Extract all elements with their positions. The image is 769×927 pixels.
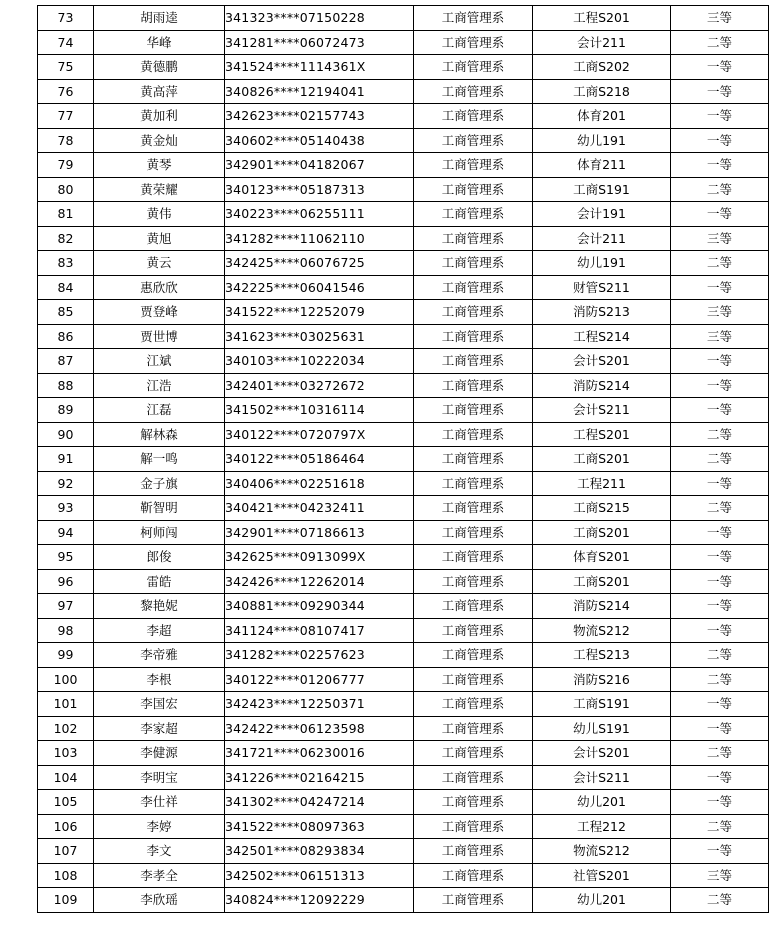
award-level-cell: 三等 [671, 324, 769, 349]
row-number-cell: 99 [38, 643, 94, 668]
student-name-cell: 李欣瑶 [94, 888, 225, 913]
student-name-cell: 黄加利 [94, 104, 225, 129]
id-number-cell: 340122****01206777 [225, 667, 414, 692]
id-number-cell: 340826****12194041 [225, 79, 414, 104]
id-number-cell: 342426****12262014 [225, 569, 414, 594]
table-row [38, 202, 769, 227]
table-row [38, 300, 769, 325]
department-cell: 工商管理系 [414, 300, 533, 325]
student-name-cell: 黄云 [94, 251, 225, 276]
student-name-cell: 李婷 [94, 814, 225, 839]
department-cell: 工商管理系 [414, 153, 533, 178]
row-number-cell: 90 [38, 422, 94, 447]
table-row [38, 839, 769, 864]
id-number-cell: 342501****08293834 [225, 839, 414, 864]
department-cell: 工商管理系 [414, 545, 533, 570]
table-row [38, 275, 769, 300]
table-row [38, 6, 769, 31]
class-name-cell: 体育211 [533, 153, 671, 178]
student-name-cell: 郎俊 [94, 545, 225, 570]
student-name-cell: 江斌 [94, 349, 225, 374]
table-row [38, 422, 769, 447]
row-number-cell: 100 [38, 667, 94, 692]
id-number-cell: 342425****06076725 [225, 251, 414, 276]
row-number-cell: 83 [38, 251, 94, 276]
department-cell: 工商管理系 [414, 324, 533, 349]
department-cell: 工商管理系 [414, 79, 533, 104]
award-level-cell: 一等 [671, 471, 769, 496]
student-name-cell: 贾世博 [94, 324, 225, 349]
award-level-cell: 一等 [671, 202, 769, 227]
department-cell: 工商管理系 [414, 226, 533, 251]
class-name-cell: 工程S201 [533, 6, 671, 31]
table-row [38, 104, 769, 129]
award-level-cell: 二等 [671, 422, 769, 447]
student-name-cell: 李家超 [94, 716, 225, 741]
row-number-cell: 85 [38, 300, 94, 325]
department-cell: 工商管理系 [414, 790, 533, 815]
class-name-cell: 物流S212 [533, 839, 671, 864]
table-row [38, 447, 769, 472]
student-name-cell: 江浩 [94, 373, 225, 398]
student-name-cell: 李孝全 [94, 863, 225, 888]
table-row [38, 814, 769, 839]
student-name-cell: 李根 [94, 667, 225, 692]
id-number-cell: 342422****06123598 [225, 716, 414, 741]
class-name-cell: 工商S201 [533, 569, 671, 594]
department-cell: 工商管理系 [414, 177, 533, 202]
department-cell: 工商管理系 [414, 349, 533, 374]
student-name-cell: 金子旗 [94, 471, 225, 496]
table-row [38, 643, 769, 668]
id-number-cell: 340602****05140438 [225, 128, 414, 153]
id-number-cell: 342901****07186613 [225, 520, 414, 545]
id-number-cell: 340824****12092229 [225, 888, 414, 913]
class-name-cell: 工程S214 [533, 324, 671, 349]
award-level-cell: 三等 [671, 863, 769, 888]
student-name-cell: 李国宏 [94, 692, 225, 717]
row-number-cell: 88 [38, 373, 94, 398]
class-name-cell: 幼儿201 [533, 888, 671, 913]
student-name-cell: 李健源 [94, 741, 225, 766]
class-name-cell: 会计S211 [533, 765, 671, 790]
table-row [38, 716, 769, 741]
class-name-cell: 幼儿191 [533, 128, 671, 153]
award-level-cell: 一等 [671, 55, 769, 80]
id-number-cell: 340223****06255111 [225, 202, 414, 227]
id-number-cell: 341502****10316114 [225, 398, 414, 423]
row-number-cell: 97 [38, 594, 94, 619]
department-cell: 工商管理系 [414, 692, 533, 717]
table-row [38, 594, 769, 619]
student-name-cell: 黄琴 [94, 153, 225, 178]
row-number-cell: 82 [38, 226, 94, 251]
department-cell: 工商管理系 [414, 202, 533, 227]
class-name-cell: 消防S214 [533, 373, 671, 398]
id-number-cell: 342625****0913099X [225, 545, 414, 570]
department-cell: 工商管理系 [414, 496, 533, 521]
department-cell: 工商管理系 [414, 128, 533, 153]
id-number-cell: 341623****03025631 [225, 324, 414, 349]
department-cell: 工商管理系 [414, 863, 533, 888]
award-level-cell: 一等 [671, 349, 769, 374]
id-number-cell: 342225****06041546 [225, 275, 414, 300]
id-number-cell: 342423****12250371 [225, 692, 414, 717]
class-name-cell: 工商S191 [533, 692, 671, 717]
class-name-cell: 会计S201 [533, 741, 671, 766]
id-number-cell: 342623****02157743 [225, 104, 414, 129]
department-cell: 工商管理系 [414, 104, 533, 129]
department-cell: 工商管理系 [414, 643, 533, 668]
student-name-cell: 胡雨逵 [94, 6, 225, 31]
table-row [38, 251, 769, 276]
table-row [38, 569, 769, 594]
award-level-cell: 三等 [671, 300, 769, 325]
table-row [38, 888, 769, 913]
student-name-cell: 黄德鹏 [94, 55, 225, 80]
class-name-cell: 工商S191 [533, 177, 671, 202]
award-level-cell: 一等 [671, 153, 769, 178]
student-name-cell: 李明宝 [94, 765, 225, 790]
row-number-cell: 79 [38, 153, 94, 178]
id-number-cell: 340421****04232411 [225, 496, 414, 521]
table-row [38, 692, 769, 717]
table-row [38, 667, 769, 692]
award-level-cell: 二等 [671, 251, 769, 276]
department-cell: 工商管理系 [414, 888, 533, 913]
student-name-cell: 华峰 [94, 30, 225, 55]
class-name-cell: 消防S214 [533, 594, 671, 619]
department-cell: 工商管理系 [414, 251, 533, 276]
award-level-cell: 一等 [671, 765, 769, 790]
department-cell: 工商管理系 [414, 741, 533, 766]
department-cell: 工商管理系 [414, 569, 533, 594]
class-name-cell: 工商S201 [533, 520, 671, 545]
student-name-cell: 贾登峰 [94, 300, 225, 325]
student-name-cell: 黄金灿 [94, 128, 225, 153]
award-level-cell: 二等 [671, 667, 769, 692]
row-number-cell: 94 [38, 520, 94, 545]
class-name-cell: 会计S211 [533, 398, 671, 423]
id-number-cell: 341282****11062110 [225, 226, 414, 251]
id-number-cell: 341522****08097363 [225, 814, 414, 839]
id-number-cell: 341282****02257623 [225, 643, 414, 668]
student-name-cell: 黎艳妮 [94, 594, 225, 619]
row-number-cell: 77 [38, 104, 94, 129]
award-level-cell: 三等 [671, 6, 769, 31]
department-cell: 工商管理系 [414, 765, 533, 790]
row-number-cell: 81 [38, 202, 94, 227]
student-name-cell: 解林森 [94, 422, 225, 447]
class-name-cell: 幼儿191 [533, 251, 671, 276]
class-name-cell: 财管S211 [533, 275, 671, 300]
row-number-cell: 96 [38, 569, 94, 594]
student-name-cell: 江磊 [94, 398, 225, 423]
row-number-cell: 102 [38, 716, 94, 741]
row-number-cell: 73 [38, 6, 94, 31]
department-cell: 工商管理系 [414, 520, 533, 545]
student-name-cell: 黄高萍 [94, 79, 225, 104]
award-level-cell: 一等 [671, 104, 769, 129]
row-number-cell: 92 [38, 471, 94, 496]
row-number-cell: 105 [38, 790, 94, 815]
table-row [38, 226, 769, 251]
student-name-cell: 李文 [94, 839, 225, 864]
department-cell: 工商管理系 [414, 471, 533, 496]
department-cell: 工商管理系 [414, 6, 533, 31]
class-name-cell: 物流S212 [533, 618, 671, 643]
row-number-cell: 104 [38, 765, 94, 790]
class-name-cell: 工商S218 [533, 79, 671, 104]
id-number-cell: 342502****06151313 [225, 863, 414, 888]
student-name-cell: 惠欣欣 [94, 275, 225, 300]
class-name-cell: 幼儿S191 [533, 716, 671, 741]
roster-body [38, 6, 769, 913]
table-row [38, 153, 769, 178]
row-number-cell: 91 [38, 447, 94, 472]
award-level-cell: 一等 [671, 618, 769, 643]
award-level-cell: 二等 [671, 177, 769, 202]
class-name-cell: 会计191 [533, 202, 671, 227]
award-level-cell: 二等 [671, 888, 769, 913]
award-level-cell: 一等 [671, 790, 769, 815]
student-name-cell: 靳智明 [94, 496, 225, 521]
award-level-cell: 一等 [671, 839, 769, 864]
award-level-cell: 一等 [671, 569, 769, 594]
row-number-cell: 78 [38, 128, 94, 153]
table-row [38, 496, 769, 521]
id-number-cell: 341721****06230016 [225, 741, 414, 766]
id-number-cell: 342401****03272672 [225, 373, 414, 398]
department-cell: 工商管理系 [414, 814, 533, 839]
row-number-cell: 107 [38, 839, 94, 864]
row-number-cell: 106 [38, 814, 94, 839]
class-name-cell: 会计211 [533, 30, 671, 55]
id-number-cell: 341124****08107417 [225, 618, 414, 643]
roster-table [37, 5, 769, 913]
row-number-cell: 103 [38, 741, 94, 766]
department-cell: 工商管理系 [414, 275, 533, 300]
award-level-cell: 一等 [671, 128, 769, 153]
class-name-cell: 工程211 [533, 471, 671, 496]
department-cell: 工商管理系 [414, 594, 533, 619]
award-level-cell: 一等 [671, 545, 769, 570]
table-row [38, 471, 769, 496]
id-number-cell: 340122****05186464 [225, 447, 414, 472]
id-number-cell: 341522****12252079 [225, 300, 414, 325]
student-name-cell: 黄伟 [94, 202, 225, 227]
class-name-cell: 工程212 [533, 814, 671, 839]
row-number-cell: 109 [38, 888, 94, 913]
table-row [38, 324, 769, 349]
class-name-cell: 工程S213 [533, 643, 671, 668]
table-row [38, 618, 769, 643]
row-number-cell: 101 [38, 692, 94, 717]
class-name-cell: 消防S216 [533, 667, 671, 692]
table-row [38, 765, 769, 790]
row-number-cell: 80 [38, 177, 94, 202]
row-number-cell: 87 [38, 349, 94, 374]
student-name-cell: 黄荣耀 [94, 177, 225, 202]
row-number-cell: 108 [38, 863, 94, 888]
row-number-cell: 98 [38, 618, 94, 643]
class-name-cell: 工商S202 [533, 55, 671, 80]
department-cell: 工商管理系 [414, 618, 533, 643]
class-name-cell: 体育201 [533, 104, 671, 129]
class-name-cell: 工程S201 [533, 422, 671, 447]
row-number-cell: 84 [38, 275, 94, 300]
row-number-cell: 93 [38, 496, 94, 521]
student-name-cell: 柯师闯 [94, 520, 225, 545]
table-row [38, 741, 769, 766]
department-cell: 工商管理系 [414, 373, 533, 398]
award-level-cell: 一等 [671, 79, 769, 104]
table-row [38, 349, 769, 374]
award-level-cell: 一等 [671, 716, 769, 741]
award-level-cell: 三等 [671, 226, 769, 251]
id-number-cell: 341302****04247214 [225, 790, 414, 815]
row-number-cell: 74 [38, 30, 94, 55]
student-name-cell: 李仕祥 [94, 790, 225, 815]
id-number-cell: 340881****09290344 [225, 594, 414, 619]
award-level-cell: 二等 [671, 814, 769, 839]
id-number-cell: 340123****05187313 [225, 177, 414, 202]
department-cell: 工商管理系 [414, 55, 533, 80]
department-cell: 工商管理系 [414, 30, 533, 55]
table-row [38, 177, 769, 202]
id-number-cell: 340122****0720797X [225, 422, 414, 447]
department-cell: 工商管理系 [414, 667, 533, 692]
award-level-cell: 一等 [671, 692, 769, 717]
student-name-cell: 雷皓 [94, 569, 225, 594]
award-level-cell: 二等 [671, 741, 769, 766]
department-cell: 工商管理系 [414, 422, 533, 447]
department-cell: 工商管理系 [414, 398, 533, 423]
student-name-cell: 李超 [94, 618, 225, 643]
award-level-cell: 二等 [671, 496, 769, 521]
id-number-cell: 341281****06072473 [225, 30, 414, 55]
class-name-cell: 工商S201 [533, 447, 671, 472]
id-number-cell: 341524****1114361X [225, 55, 414, 80]
award-level-cell: 二等 [671, 447, 769, 472]
table-row [38, 30, 769, 55]
id-number-cell: 340406****02251618 [225, 471, 414, 496]
row-number-cell: 95 [38, 545, 94, 570]
student-name-cell: 解一鸣 [94, 447, 225, 472]
class-name-cell: 体育S201 [533, 545, 671, 570]
row-number-cell: 75 [38, 55, 94, 80]
row-number-cell: 86 [38, 324, 94, 349]
table-row [38, 128, 769, 153]
award-level-cell: 一等 [671, 594, 769, 619]
row-number-cell: 76 [38, 79, 94, 104]
award-level-cell: 一等 [671, 398, 769, 423]
class-name-cell: 幼儿201 [533, 790, 671, 815]
id-number-cell: 342901****04182067 [225, 153, 414, 178]
class-name-cell: 工商S215 [533, 496, 671, 521]
id-number-cell: 341323****07150228 [225, 6, 414, 31]
department-cell: 工商管理系 [414, 447, 533, 472]
award-level-cell: 一等 [671, 275, 769, 300]
class-name-cell: 消防S213 [533, 300, 671, 325]
table-row [38, 520, 769, 545]
table-row [38, 398, 769, 423]
id-number-cell: 340103****10222034 [225, 349, 414, 374]
department-cell: 工商管理系 [414, 839, 533, 864]
student-name-cell: 黄旭 [94, 226, 225, 251]
table-row [38, 790, 769, 815]
table-row [38, 79, 769, 104]
award-level-cell: 一等 [671, 520, 769, 545]
table-row [38, 373, 769, 398]
table-row [38, 545, 769, 570]
id-number-cell: 341226****02164215 [225, 765, 414, 790]
table-row [38, 863, 769, 888]
student-name-cell: 李帝雅 [94, 643, 225, 668]
award-level-cell: 一等 [671, 373, 769, 398]
table-row [38, 55, 769, 80]
department-cell: 工商管理系 [414, 716, 533, 741]
award-level-cell: 二等 [671, 643, 769, 668]
class-name-cell: 社管S201 [533, 863, 671, 888]
class-name-cell: 会计S201 [533, 349, 671, 374]
class-name-cell: 会计211 [533, 226, 671, 251]
award-level-cell: 二等 [671, 30, 769, 55]
row-number-cell: 89 [38, 398, 94, 423]
